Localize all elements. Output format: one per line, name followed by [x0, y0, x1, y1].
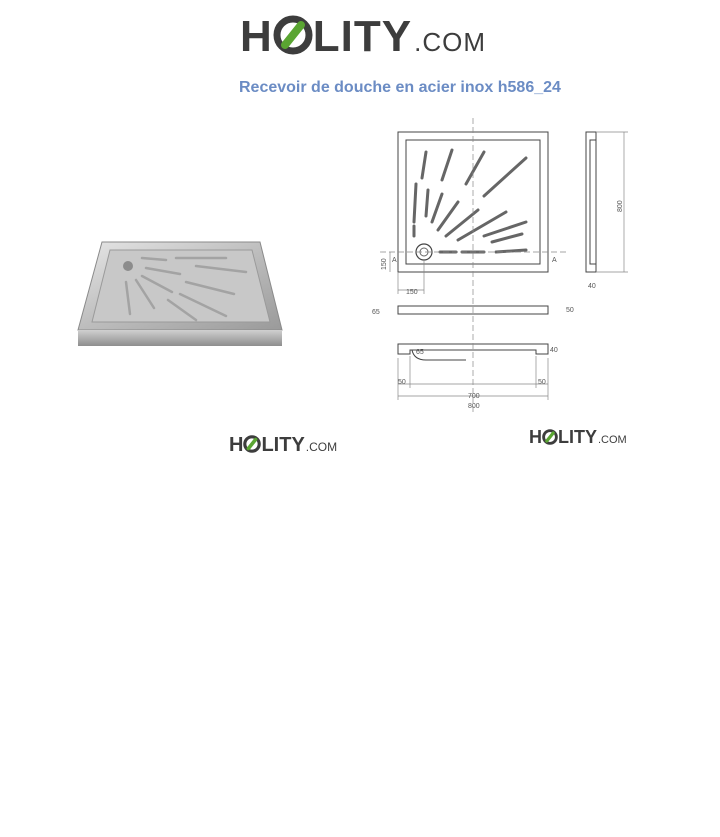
dim-depth-right: 40 — [588, 283, 596, 290]
watermark-o-icon — [542, 427, 558, 448]
dim-depth-section: 40 — [550, 347, 558, 354]
holity-logo[interactable] — [240, 12, 486, 62]
dim-drain-offset-x: 150 — [406, 289, 418, 296]
watermark-dotcom: .COM — [305, 440, 338, 454]
logo-dotcom: .COM — [414, 27, 486, 57]
dim-thickness-right: 50 — [566, 307, 574, 314]
watermark-logo-drawing — [529, 427, 627, 448]
dim-drain-offset-y: 150 — [381, 258, 388, 270]
logo-letters-lity: LITY — [312, 12, 413, 61]
watermark-letter-h: H — [229, 434, 244, 456]
watermark-letter-h: H — [529, 427, 542, 447]
dim-width-total: 800 — [468, 403, 480, 410]
dim-thickness-left: 65 — [372, 309, 380, 316]
watermark-dotcom: .COM — [598, 434, 627, 446]
technical-drawing — [366, 118, 632, 414]
dim-height-total: 800 — [617, 200, 624, 212]
watermark-logo-photo — [229, 434, 337, 457]
watermark-o-icon — [243, 434, 261, 457]
product-title: Recevoir de douche en acier inox h586_24 — [239, 79, 561, 96]
watermark-letters-lity: LITY — [261, 434, 305, 456]
product-photo — [76, 238, 284, 350]
watermark-letters-lity: LITY — [558, 427, 597, 447]
dim-inner-width: 700 — [468, 393, 480, 400]
dim-side-right: 50 — [538, 379, 546, 386]
dim-drain-depth: 65 — [416, 349, 424, 356]
logo-letter-h: H — [240, 12, 273, 61]
logo-o-icon — [273, 12, 313, 62]
section-marker-left: A — [392, 257, 397, 264]
section-marker-right: A — [552, 257, 557, 264]
dim-side-left: 50 — [398, 379, 406, 386]
